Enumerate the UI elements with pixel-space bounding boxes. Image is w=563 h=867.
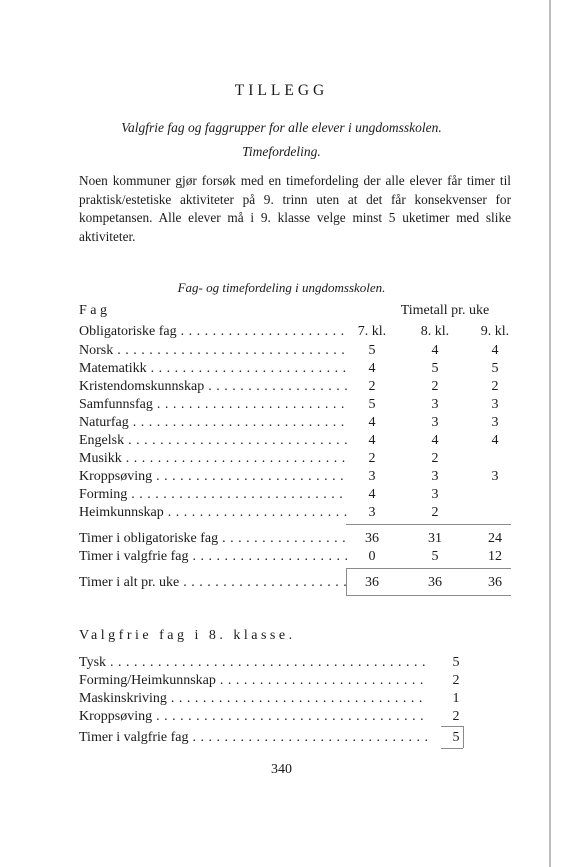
hours-7: 3 xyxy=(368,469,376,484)
hours-8: 5 xyxy=(431,549,439,564)
fag-header: Fag xyxy=(79,303,111,318)
hours-7: 0 xyxy=(368,549,376,564)
subtotal-rule xyxy=(346,524,511,525)
hours-9: 3 xyxy=(491,397,499,412)
hours-8: 36 xyxy=(428,575,442,590)
hours-7: 5 xyxy=(368,397,376,412)
col-9-header: 9. kl. xyxy=(480,324,510,339)
hours-9: 3 xyxy=(491,415,499,430)
hours-8: 2 xyxy=(431,379,439,394)
elective-label: Forming/Heimkunnskap . . . xyxy=(79,672,427,690)
hours-7: 2 xyxy=(368,451,376,466)
summary-label: Timer i valgfrie fag . . . xyxy=(79,548,347,566)
elective-label: Kroppsøving . . . xyxy=(79,708,427,726)
hours-9: 4 xyxy=(491,343,499,358)
hours-9: 3 xyxy=(491,469,499,484)
elective-hours: 1 xyxy=(452,691,460,706)
col-8-header: 8. kl. xyxy=(420,324,450,339)
hours-7: 5 xyxy=(368,343,376,358)
col-7-header: 7. kl. xyxy=(357,324,387,339)
total-label: Timer i alt pr. uke . . . xyxy=(79,574,347,592)
hours-8: 3 xyxy=(431,469,439,484)
subject-label: Heimkunnskap . . . xyxy=(79,504,347,522)
subject-label: Forming . . . xyxy=(79,486,347,504)
hours-7: 36 xyxy=(365,575,379,590)
subject-label: Naturfag . . . xyxy=(79,414,347,432)
hours-9: 24 xyxy=(488,531,502,546)
hours-9: 4 xyxy=(491,433,499,448)
hours-8: 2 xyxy=(431,451,439,466)
hours-9: 5 xyxy=(491,361,499,376)
elective-total-label: Timer i valgfrie fag . . . xyxy=(79,729,427,747)
elective-total-rule xyxy=(441,726,463,727)
hours-8: 3 xyxy=(431,397,439,412)
hours-7: 4 xyxy=(368,487,376,502)
elective-total-value: 5 xyxy=(452,730,460,745)
hours-8: 2 xyxy=(431,505,439,520)
hours-9: 2 xyxy=(491,379,499,394)
elective-hours: 2 xyxy=(452,673,460,688)
timetall-header: Timetall pr. uke xyxy=(400,303,490,318)
hours-9: 36 xyxy=(488,575,502,590)
hours-7: 3 xyxy=(368,505,376,520)
hours-8: 3 xyxy=(431,487,439,502)
page-title: TILLEGG xyxy=(234,82,329,99)
subject-label: Samfunnsfag . . . xyxy=(79,396,347,414)
subject-label: Kristendomskunnskap . . . xyxy=(79,378,347,396)
subtitle: Valgfrie fag og faggrupper for alle elever i ungdomsskolen. xyxy=(121,120,442,135)
hours-8: 5 xyxy=(431,361,439,376)
hours-7: 2 xyxy=(368,379,376,394)
hours-9: 12 xyxy=(488,549,502,564)
hours-7: 4 xyxy=(368,415,376,430)
subtitle-timefordeling: Timefordeling. xyxy=(242,144,321,159)
page-number: 340 xyxy=(271,762,292,777)
total-rule xyxy=(346,568,511,569)
elective-label: Tysk . . . xyxy=(79,654,427,672)
hours-7: 4 xyxy=(368,361,376,376)
subject-label: Norsk . . . xyxy=(79,342,347,360)
hours-8: 31 xyxy=(428,531,442,546)
section-heading: Valgfrie fag i 8. klasse. xyxy=(79,628,296,643)
total-bottom-rule xyxy=(346,595,511,596)
summary-label: Timer i obligatoriske fag . . . xyxy=(79,530,347,548)
table-caption: Fag- og timefordeling i ungdomsskolen. xyxy=(177,280,386,295)
elective-label: Maskinskriving . . . xyxy=(79,690,427,708)
hours-8: 4 xyxy=(431,433,439,448)
total-left-rule xyxy=(346,568,347,596)
obligatoriske-label: Obligatoriske fag . . . xyxy=(79,323,347,341)
hours-8: 4 xyxy=(431,343,439,358)
intro-paragraph: Noen kommuner gjør forsøk med en timefordeling der alle elever får timer til praktisk/estetiske aktiviteter på 9. trinn uten at det får konsekvenser for kompetansen. Alle elever må i 9. klasse velge minst 5 uketimer med slike aktiviteter. xyxy=(79,173,511,244)
subject-label: Matematikk . . . xyxy=(79,360,347,378)
elective-hours: 5 xyxy=(452,655,460,670)
elective-hours: 2 xyxy=(452,709,460,724)
subject-label: Engelsk . . . xyxy=(79,432,347,450)
subject-label: Musikk . . . xyxy=(79,450,347,468)
hours-7: 36 xyxy=(365,531,379,546)
hours-8: 3 xyxy=(431,415,439,430)
subject-label: Kroppsøving . . . xyxy=(79,468,347,486)
hours-7: 4 xyxy=(368,433,376,448)
elective-bottom-rule xyxy=(441,748,463,749)
